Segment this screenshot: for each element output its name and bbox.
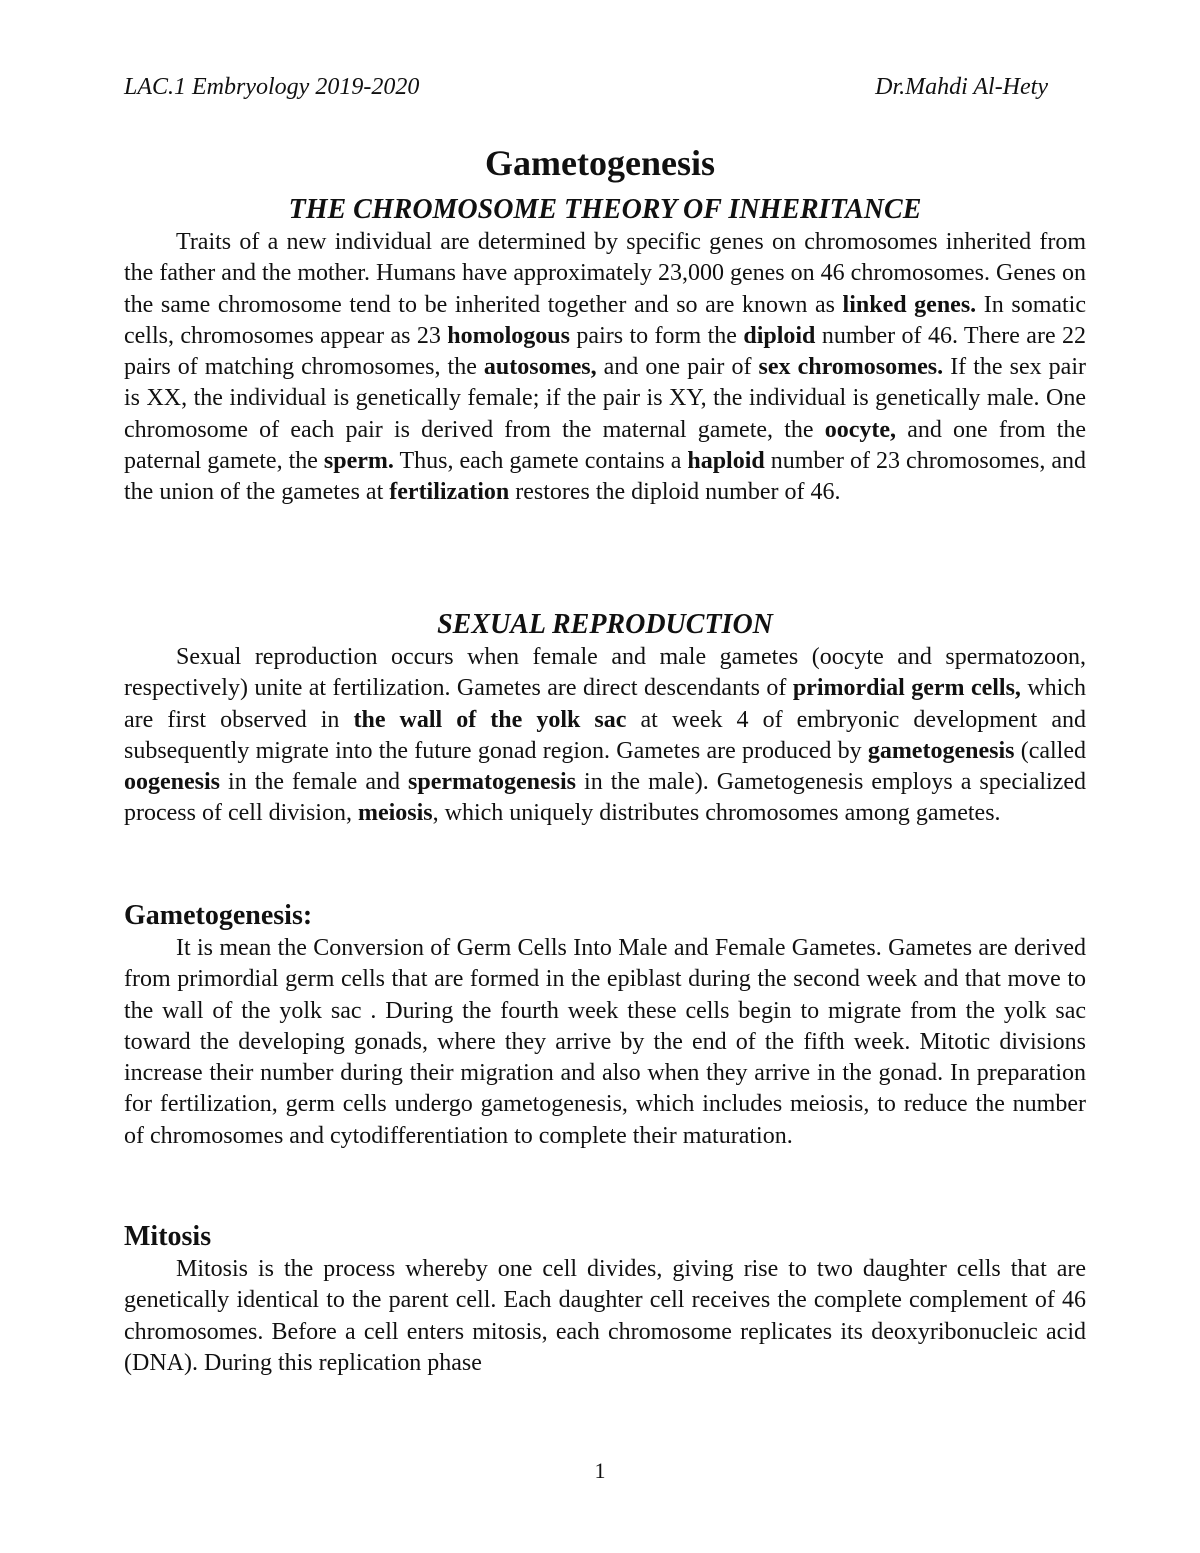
key-term: the wall of the yolk sac — [353, 706, 627, 733]
section-heading: SEXUAL REPRODUCTION — [437, 609, 773, 640]
key-term: fertilization — [389, 479, 510, 506]
section-sexual-reproduction — [124, 608, 1086, 830]
key-term: sex chromosomes. — [758, 354, 944, 381]
section-heading: Gametogenesis: — [124, 900, 313, 931]
key-term: gametogenesis — [867, 737, 1015, 764]
key-term: oogenesis — [124, 769, 220, 796]
page-number: 1 — [594, 1458, 606, 1483]
key-term: autosomes, — [483, 354, 597, 381]
section-mitosis — [124, 1220, 1086, 1379]
section-gametogenesis — [124, 899, 1086, 1152]
section-heading: THE CHROMOSOME THEORY OF INHERITANCE — [288, 194, 922, 225]
header-author: Dr.Mahdi Al-Hety — [875, 74, 1048, 100]
key-term: meiosis — [357, 800, 433, 827]
paragraph: Sexual reproduction occurs when female and male gametes (oocyte and spermatozoon, respectively) unite at fertilization. Gametes are direct descendants of primordial germ cells, which are first observed in the wall of the yolk sac at week 4 of embryonic development and subsequently migrate into the future gonad region. Gametes are produced by gametogenesis (called oogenesis in the female and spermatogenesis in the male). Gametogenesis employs a specialized process of cell division, meiosis, which uniquely distributes chromosomes among gametes. — [124, 644, 1086, 827]
key-term: primordial germ cells, — [792, 675, 1021, 702]
header-course-title: LAC.1 Embryology 2019-2020 — [124, 74, 420, 100]
key-term: linked genes. — [842, 291, 977, 318]
section-heading: Mitosis — [124, 1221, 212, 1252]
document-title: Gametogenesis — [485, 143, 715, 183]
key-term: diploid — [743, 322, 816, 349]
page-header — [124, 74, 1048, 101]
paragraph: Traits of a new individual are determined by specific genes on chromosomes inherited from the father and the mother. Humans have approximately 23,000 genes on 46 chromosomes. Genes on the same chromosome tend to be inherited together and so are known as linked genes. In somatic cells, chromosomes appear as 23 homologous pairs to form the diploid number of 46. There are 22 pairs of matching chromosomes, the autosomes, and one pair of sex chromosomes. If the sex pair is XX, the individual is genetically female; if the pair is XY, the individual is genetically male. One chromosome of each pair is derived from the maternal gamete, the oocyte, and one from the paternal gamete, the sperm. Thus, each gamete contains a haploid number of 23 chromosomes, and the union of the gametes at fertilization restores the diploid number of 46. — [124, 229, 1087, 506]
key-term: sperm. — [323, 448, 394, 475]
key-term: spermatogenesis — [408, 769, 577, 796]
key-term: oocyte, — [824, 416, 897, 443]
paragraph: Mitosis is the process whereby one cell divides, giving rise to two daughter cells that are genetically identical to the parent cell. Each daughter cell receives the complete complement of 46 chromosomes. Before a cell enters mitosis, each chromosome replicates its deoxyribonucleic acid (DNA). During this replication phase — [124, 1256, 1086, 1376]
paragraph: It is mean the Conversion of Germ Cells Into Male and Female Gametes. Gametes are derived from primordial germ cells that are formed in the epiblast during the second week and that move to the wall of the yolk sac . During the fourth week these cells begin to migrate from the yolk sac toward the developing gonads, where they arrive by the end of the fifth week. Mitotic divisions increase their number during their migration and also when they arrive in the gonad. In preparation for fertilization, germ cells undergo gametogenesis, which includes meiosis, to reduce the number of chromosomes and cytodifferentiation to complete their maturation. — [124, 935, 1086, 1149]
key-term: haploid — [687, 448, 765, 475]
key-term: homologous — [447, 322, 570, 349]
section-chromosome-theory — [124, 193, 1086, 509]
